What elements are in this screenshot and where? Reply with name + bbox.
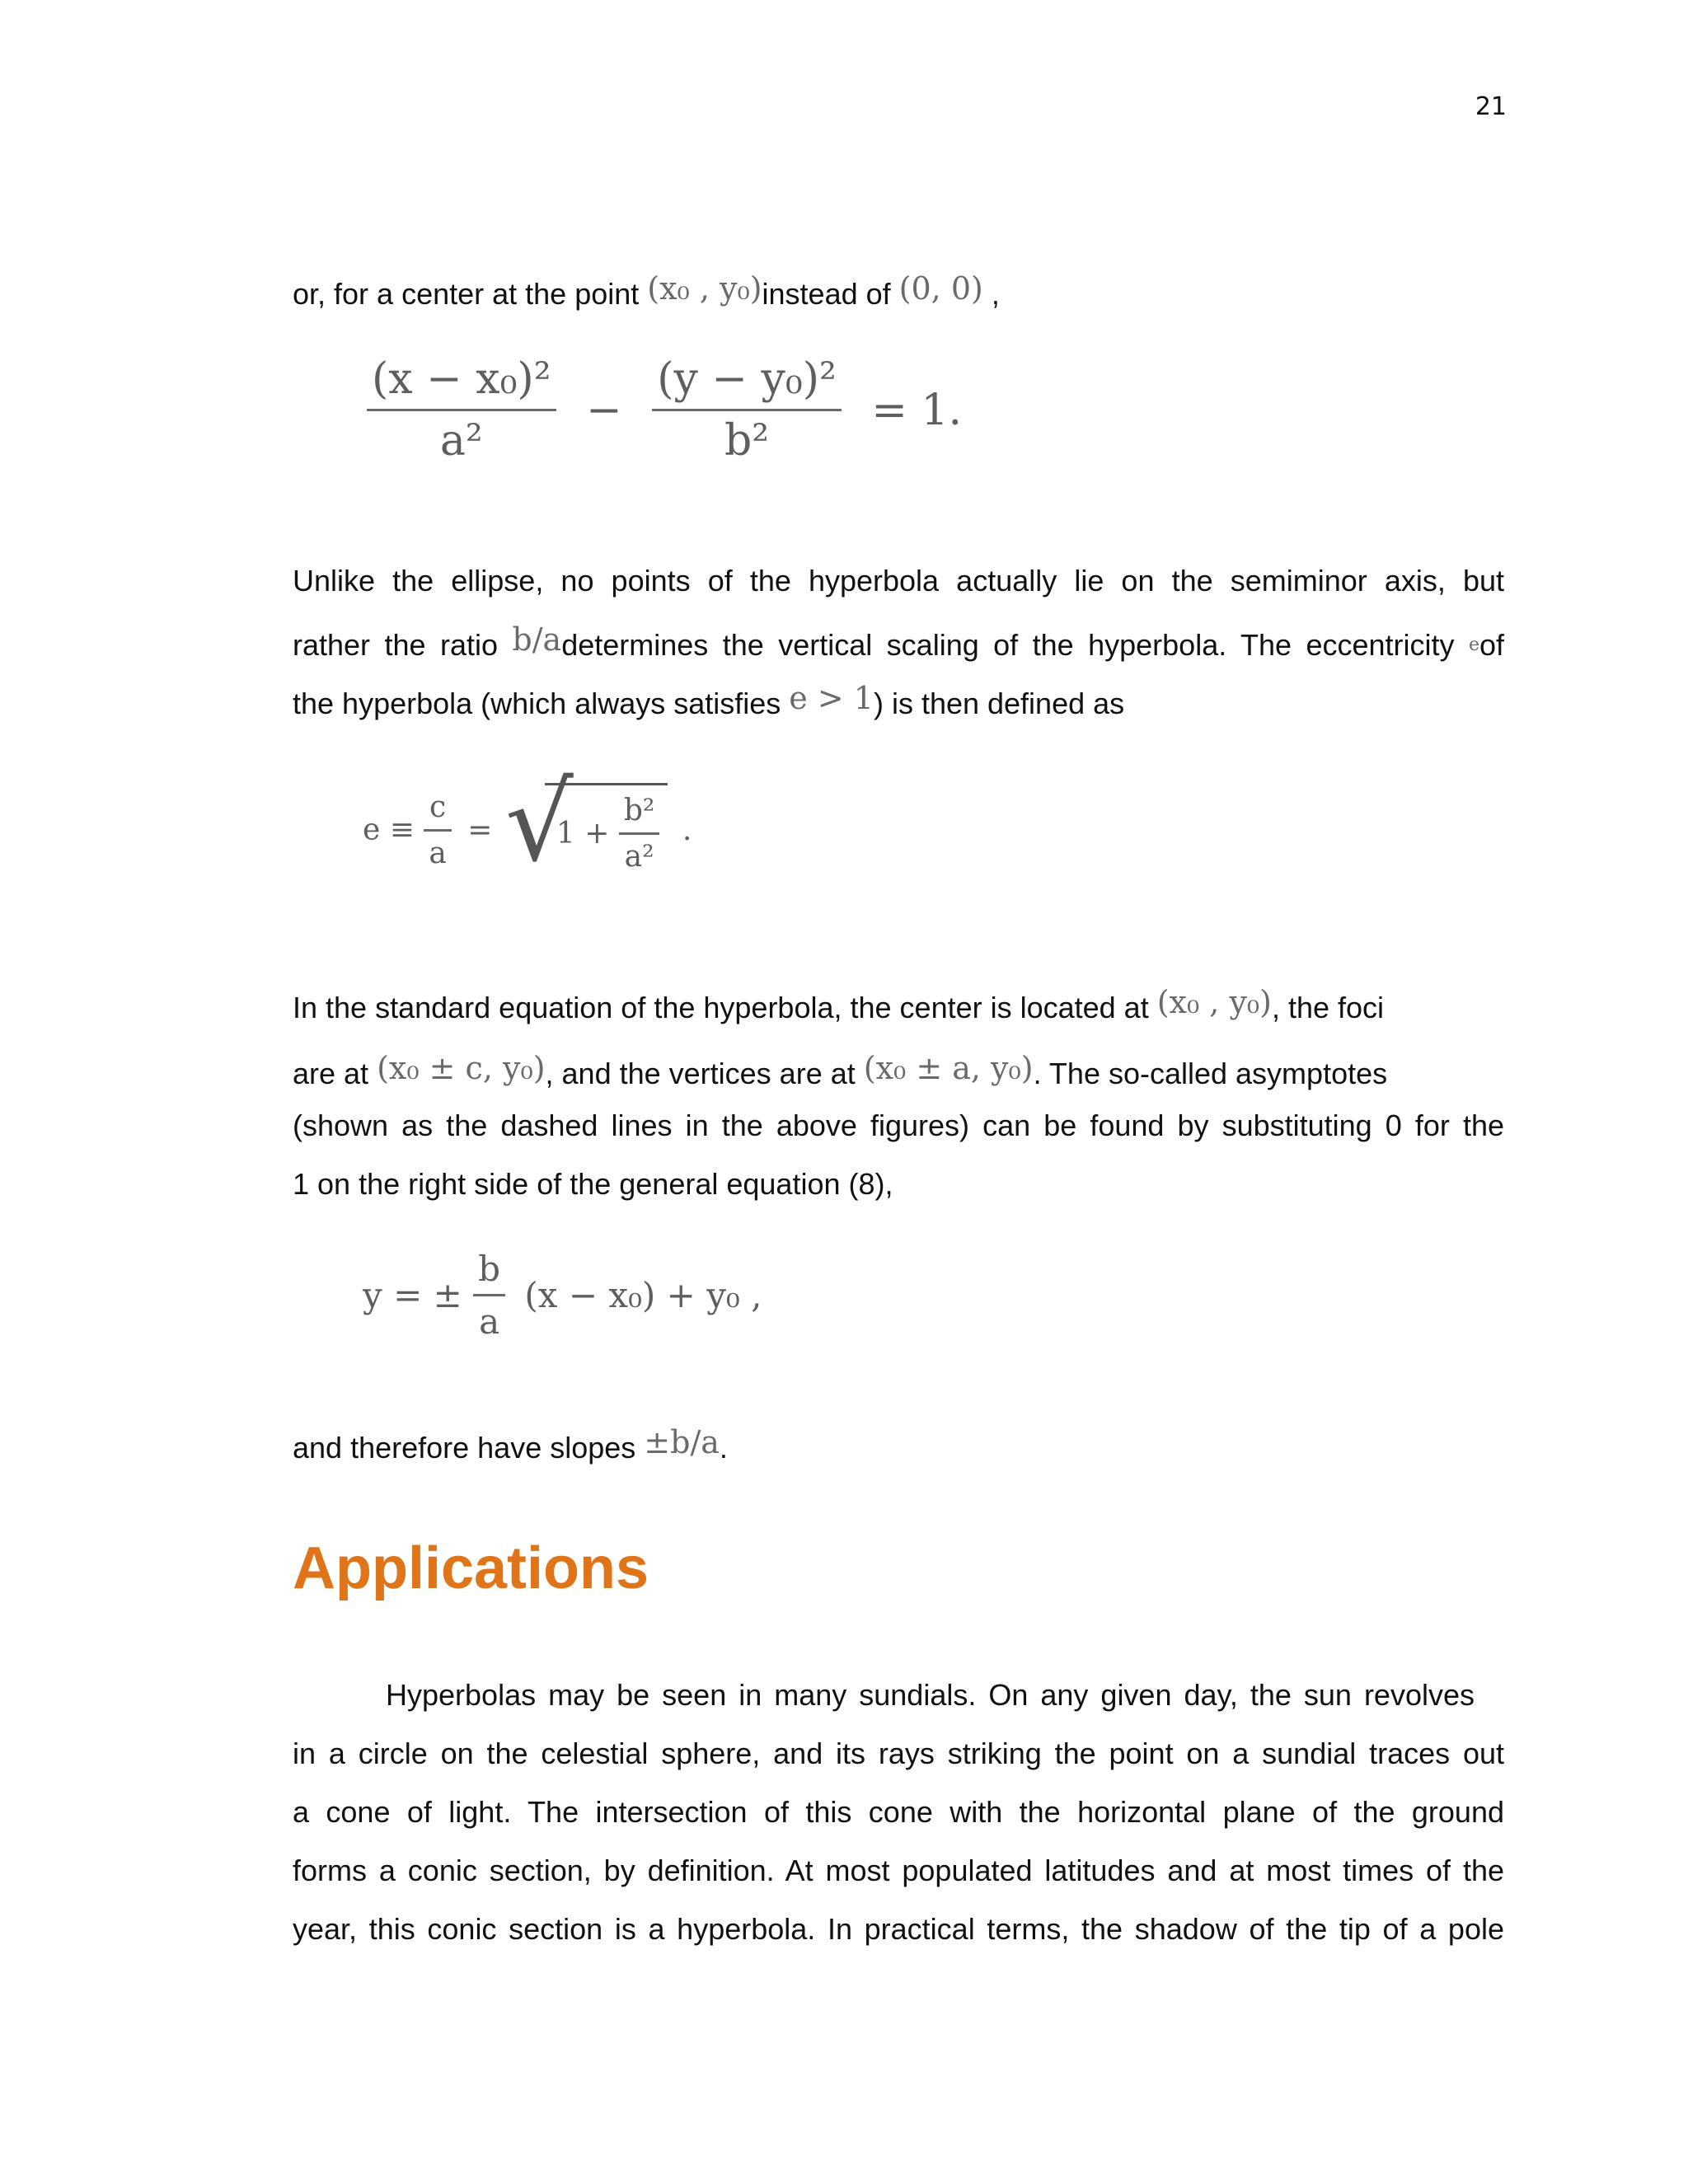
numerator-b: b (478, 1249, 501, 1289)
math-e: e (1468, 635, 1479, 655)
text-segment: . The so-called asymptotes (1033, 1057, 1388, 1090)
fraction-y (652, 354, 842, 466)
equation-rhs: = 1. (871, 385, 963, 435)
text-segment: or, for a center at the point (293, 277, 648, 311)
asymptote-lhs: y = ± (363, 1275, 462, 1315)
asymptote-equation (363, 1249, 762, 1342)
paragraph-line: year, this conic section is a hyperbola. In practical terms, the shadow of the tip of a pole (293, 1912, 1504, 1946)
text-segment: determines the vertical scaling of the hyperbola. The eccentricity (561, 628, 1469, 662)
paragraph-line (293, 680, 1124, 722)
text-segment: , the foci (1271, 991, 1385, 1024)
math-ratio: b/a (512, 621, 562, 658)
asymptote-rhs: (x − x₀) + y₀ , (524, 1275, 762, 1315)
fraction-x (367, 354, 556, 466)
numerator-b2: b² (623, 794, 655, 827)
paragraph-line: Unlike the ellipse, no points of the hyperbola actually lie on the semiminor axis, but (293, 564, 1504, 598)
paragraph-line: Hyperbolas may be seen in many sundials. On any given day, the sun revolves (386, 1678, 1475, 1712)
math-vertices: (x₀ ± a, y₀) (863, 1050, 1034, 1086)
hyperbola-equation (367, 354, 962, 466)
math-origin: (0, 0) (898, 270, 983, 307)
paragraph-line (293, 984, 1384, 1026)
text-segment: In the standard equation of the hyperbola, the center is located at (293, 991, 1157, 1024)
math-slopes: ±b/a (644, 1424, 720, 1460)
paragraph-line (293, 1424, 728, 1466)
minus-sign: − (586, 385, 622, 435)
paragraph-line: a cone of light. The intersection of this cone with the horizontal plane of the ground (293, 1795, 1504, 1829)
denominator-a2: a² (619, 832, 659, 874)
text-segment: the hyperbola (which always satisfies (293, 687, 790, 720)
paragraph-line: 1 on the right side of the general equation (8), (293, 1167, 893, 1201)
paragraph-line (293, 621, 1504, 663)
fraction-b-a (473, 1249, 505, 1342)
text-segment: , and the vertices are at (545, 1057, 864, 1090)
math-inequality: e > 1 (789, 680, 874, 716)
numerator-y: (y − y₀)² (657, 354, 837, 404)
paragraph-line: in a circle on the celestial sphere, and its rays striking the point on a sundial traces out (293, 1736, 1504, 1770)
eccentricity-lhs: e ≡ (363, 813, 415, 847)
denominator-a: a (473, 1294, 505, 1342)
equals-sign: = (467, 813, 493, 847)
text-segment: instead of (762, 277, 899, 311)
text-segment: , (982, 277, 1000, 311)
math-foci: (x₀ ± c, y₀) (377, 1050, 546, 1086)
numerator-x: (x − x₀)² (372, 354, 551, 404)
paragraph-line: forms a conic section, by definition. At most populated latitudes and at most times of the (293, 1854, 1504, 1887)
denominator-a: a (424, 829, 451, 870)
text-segment: of (1479, 628, 1505, 662)
period: . (682, 813, 692, 847)
math-center: (x₀ , y₀) (1156, 984, 1272, 1020)
page-number: 21 (1475, 92, 1507, 121)
text-segment: ) is then defined as (873, 687, 1125, 720)
fraction-c-a (424, 790, 451, 870)
paragraph-line (293, 1050, 1387, 1092)
text-segment: . (719, 1431, 728, 1465)
square-root (545, 783, 668, 877)
one-plus: 1 + (556, 817, 610, 851)
denominator-b: b² (652, 409, 842, 466)
denominator-a: a² (367, 409, 556, 466)
numerator-c: c (429, 790, 447, 824)
paragraph-line: (shown as the dashed lines in the above figures) can be found by substituting 0 for the (293, 1108, 1504, 1142)
text-segment: are at (293, 1057, 377, 1090)
text-segment: rather the ratio (293, 628, 513, 662)
math-center-point: (x₀ , y₀) (647, 270, 762, 307)
text-segment: and therefore have slopes (293, 1431, 645, 1465)
section-heading: Applications (293, 1535, 649, 1601)
intro-line (293, 270, 1000, 312)
fraction-b2-a2 (619, 794, 659, 874)
eccentricity-equation (363, 783, 692, 877)
